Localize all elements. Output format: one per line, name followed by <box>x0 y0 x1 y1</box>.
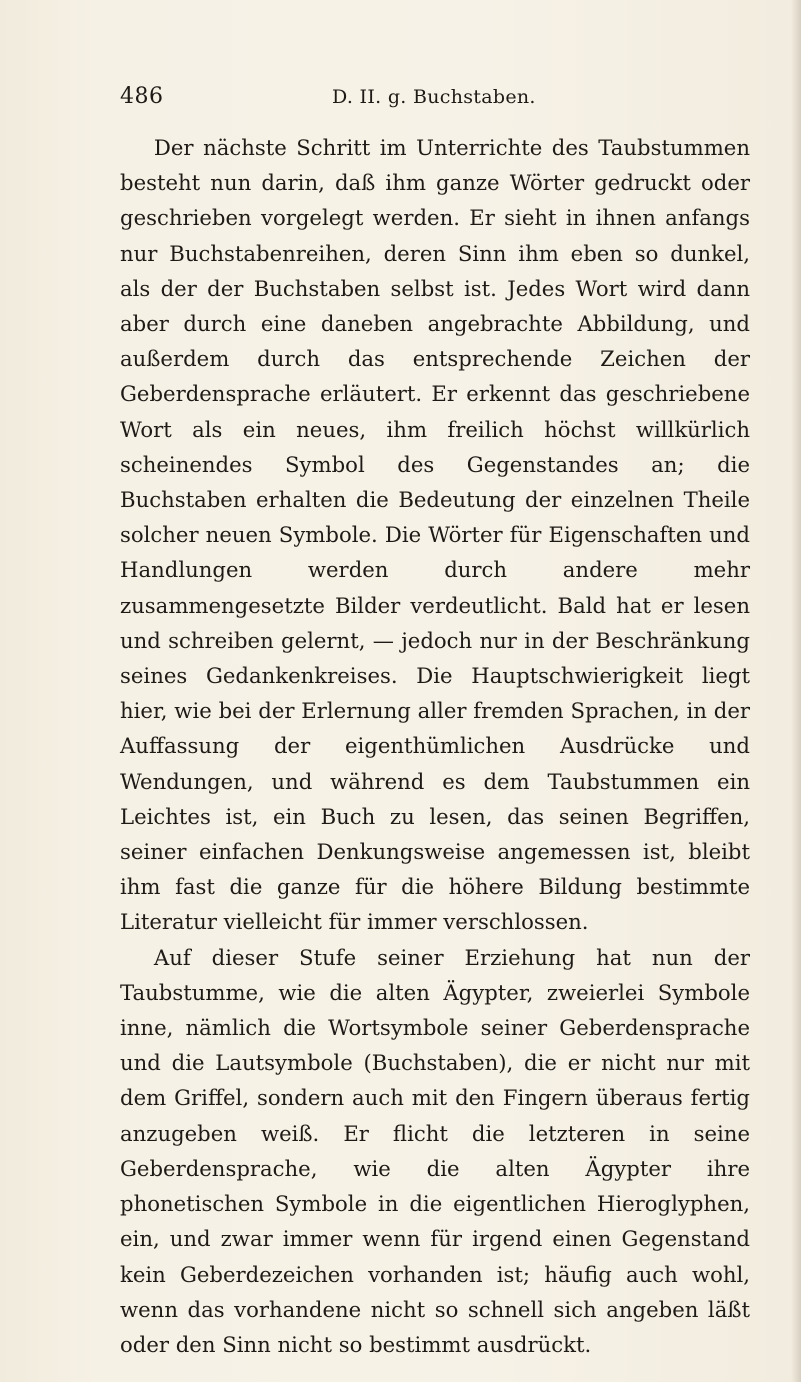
page-edge-shadow <box>791 0 801 1382</box>
running-head: D. II. g. Buchstaben. <box>332 86 536 108</box>
paragraph: Auf dieser Stufe seiner Erziehung hat nun der Taubstumme, wie die alten Ägypter, zweierlei Symbole inne, nämlich die Wortsymbole seiner Geberdensprache und die Lautsymbole (Buchstaben), die er nicht nur mit dem Griffel, sondern auch mit den Fingern überaus fertig anzugeben weiß. Er flicht die letzteren in seine Geberdensprache, wie die alten Ägypter ihre phonetischen Symbole in die eigentlichen Hieroglyphen, ein, und zwar immer wenn für irgend einen Gegenstand kein Geberdezeichen vorhanden ist; häufig auch wohl, wenn das vorhandene nicht so schnell sich angeben läßt oder den Sinn nicht so bestimmt ausdrückt. <box>120 944 750 1357</box>
body-text <box>120 130 750 1362</box>
page-header <box>120 84 750 114</box>
paragraph: Der nächste Schritt im Unterrichte des Taubstummen besteht nun darin, daß ihm ganze Wörter gedruckt oder geschrieben vorgelegt werden. Er sieht in ihnen anfangs nur Buchstabenreihen, deren Sinn ihm eben so dunkel, als der der Buchstaben selbst ist. Jedes Wort wird dann aber durch eine daneben angebrachte Abbildung, und außerdem durch das entsprechende Zeichen der Geberdensprache erläutert. Er erkennt das geschriebene Wort als ein neues, ihm freilich höchst willkürlich scheinendes Symbol des Gegenstandes an; die Buchstaben erhalten die Bedeutung der einzelnen Theile solcher neuen Symbole. Die Wörter für Eigenschaften und Handlungen werden durch andere mehr zusammengesetzte Bilder verdeutlicht. Bald hat er lesen und schreiben gelernt, — jedoch nur in der Beschränkung seines Gedankenkreises. Die Hauptschwierigkeit liegt hier, wie bei der Erlernung aller fremden Sprachen, in der Auffassung der eigenthümlichen Ausdrücke und Wendungen, und während es dem Taubstummen ein Leichtes ist, ein Buch zu lesen, das seinen Begriffen, seiner einfachen Denkungsweise angemessen ist, bleibt ihm fast die ganze für die höhere Bildung bestimmte Literatur vielleicht für immer verschlossen. <box>120 135 750 935</box>
page-number: 486 <box>120 84 164 109</box>
